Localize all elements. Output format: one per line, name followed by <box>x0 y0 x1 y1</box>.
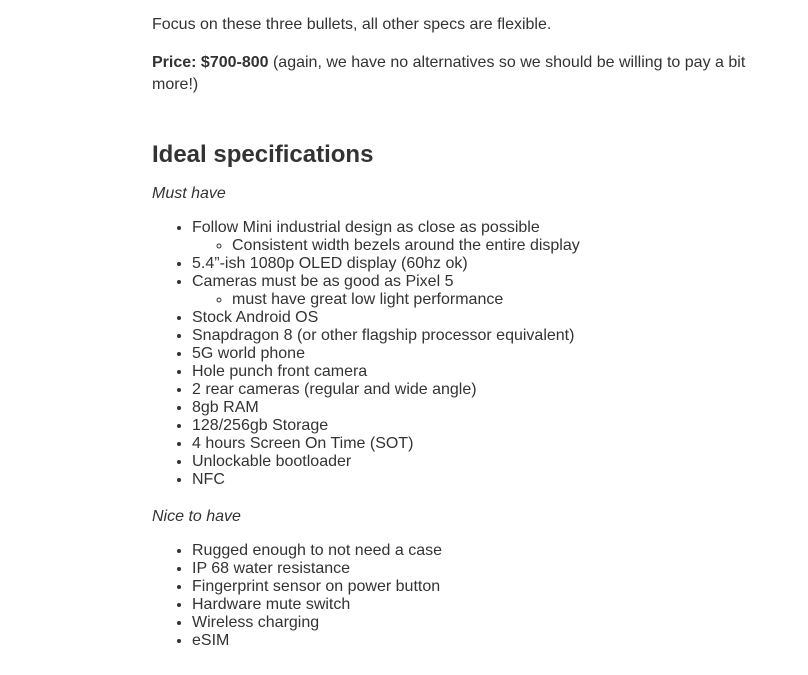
must-have-item-text: Hole punch front camera <box>192 363 368 380</box>
must-have-item <box>192 327 792 345</box>
must-have-item <box>192 453 792 471</box>
focus-paragraph: Focus on these three bullets, all other specs are flexible. <box>152 16 552 33</box>
must-have-item-text: NFC <box>192 471 225 488</box>
must-have-item-text: Cameras must be as good as Pixel 5 <box>192 273 454 290</box>
must-have-item <box>192 309 792 327</box>
must-have-item-text: 5G world phone <box>192 345 305 362</box>
nice-to-have-item: • Fingerprint sensor on power button <box>192 578 792 596</box>
nice-to-have-item: • IP 68 water resistance <box>192 560 792 578</box>
price-paragraph <box>152 52 792 96</box>
must-have-list <box>152 219 792 489</box>
price-note: (again, we have no alternatives so we should be willing to pay a bit more!) <box>152 54 746 93</box>
must-have-item-text: 4 hours Screen On Time (SOT) <box>192 435 414 452</box>
nice-to-have-list <box>152 542 792 650</box>
nice-to-have-item: • eSIM <box>192 632 792 650</box>
must-have-label: Must have <box>152 185 226 202</box>
must-have-item-text: 8gb RAM <box>192 399 259 416</box>
must-have-subitem: ◦ must have great low light performance <box>232 291 792 309</box>
must-have-item <box>192 399 792 417</box>
must-have-item <box>192 345 792 363</box>
must-have-item-text: Follow Mini industrial design as close as possible <box>192 219 540 236</box>
must-have-item-text: Stock Android OS <box>192 309 319 326</box>
must-have-item-text: 128/256gb Storage <box>192 417 329 434</box>
must-have-item <box>192 417 792 435</box>
must-have-item <box>192 363 792 381</box>
must-have-item-text: 2 rear cameras (regular and wide angle) <box>192 381 477 398</box>
nice-to-have-item: • Hardware mute switch <box>192 596 792 614</box>
must-have-sublist <box>192 237 792 255</box>
price-label: Price: $700-800 <box>152 54 269 71</box>
nice-to-have-label: Nice to have <box>152 508 241 525</box>
nice-to-have-item: • Rugged enough to not need a case <box>192 542 792 560</box>
ideal-specs-heading: Ideal specifications <box>152 141 374 168</box>
must-have-item <box>192 381 792 399</box>
must-have-item <box>192 219 792 255</box>
must-have-item-text: 5.4”-ish 1080p OLED display (60hz ok) <box>192 255 468 272</box>
nice-to-have-item: • Wireless charging <box>192 614 792 632</box>
document-content <box>152 14 792 650</box>
must-have-item-text: Snapdragon 8 (or other flagship processor equivalent) <box>192 327 575 344</box>
must-have-sublist <box>192 291 792 309</box>
must-have-item <box>192 471 792 489</box>
must-have-item <box>192 435 792 453</box>
must-have-subitem: ◦ Consistent width bezels around the entire display <box>232 237 792 255</box>
must-have-item <box>192 273 792 309</box>
must-have-item-text: Unlockable bootloader <box>192 453 352 470</box>
must-have-item <box>192 255 792 273</box>
